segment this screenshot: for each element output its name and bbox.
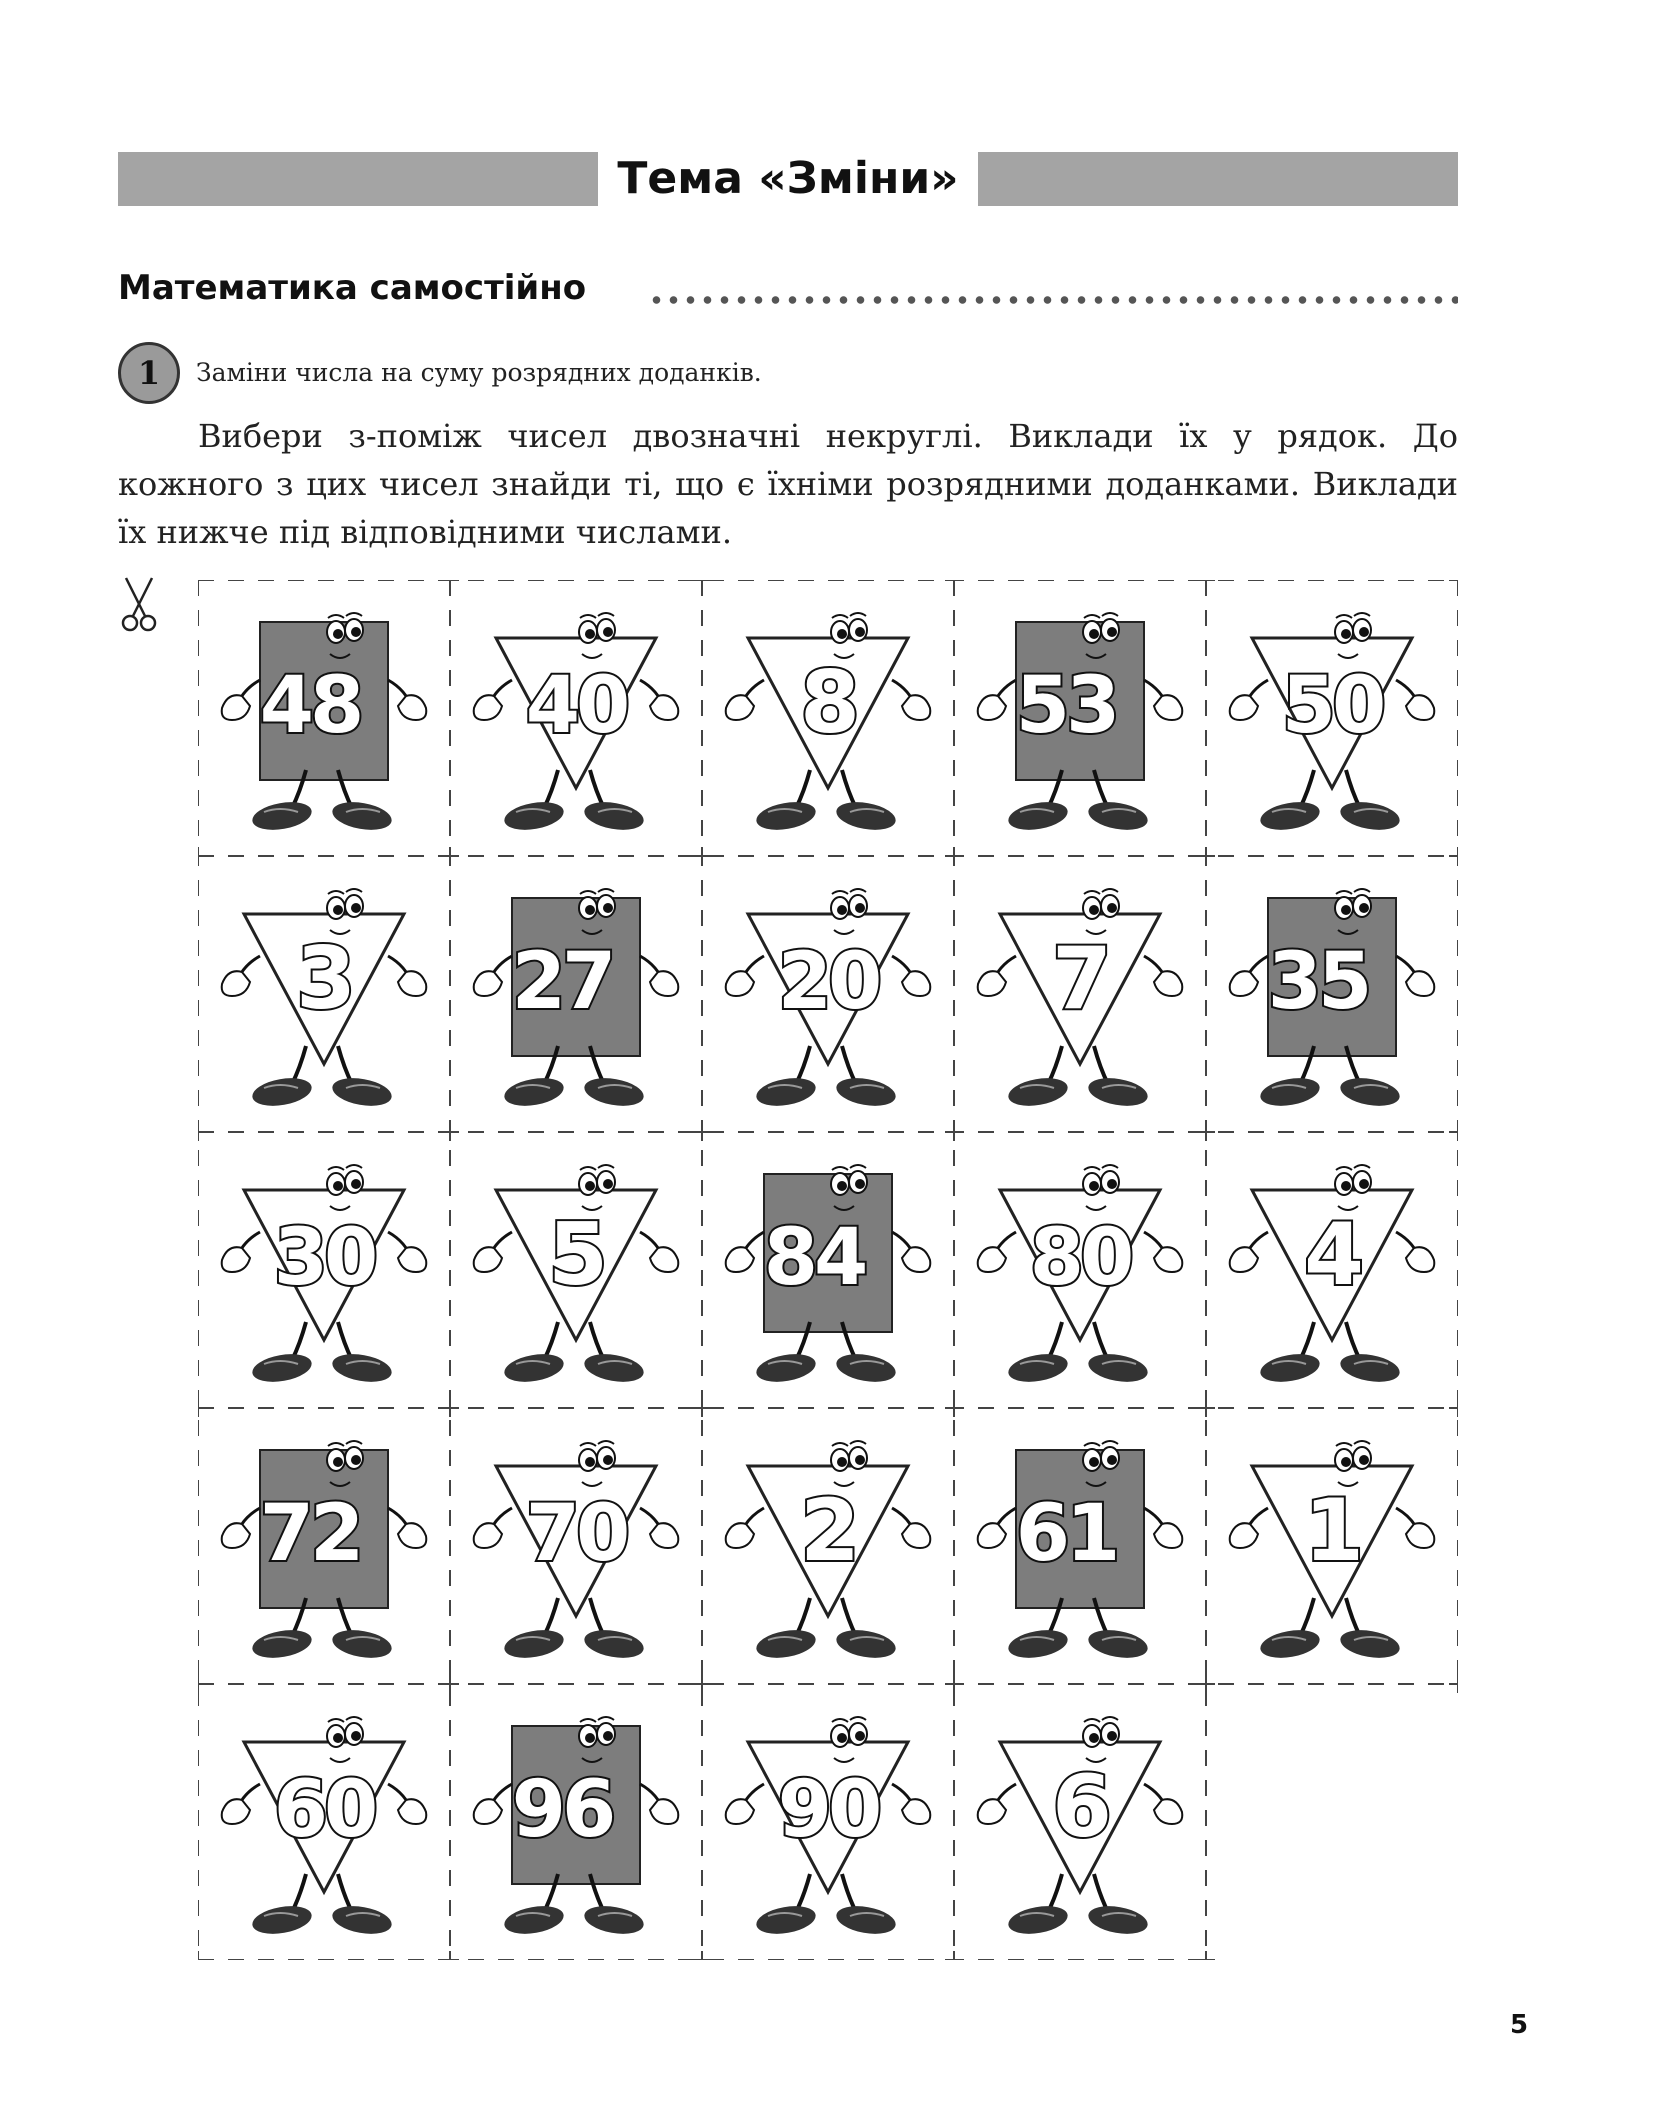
- number-character: [198, 580, 450, 856]
- card-number: 61: [1015, 1489, 1117, 1579]
- card-number: 53: [1015, 661, 1117, 751]
- number-character: [450, 1132, 702, 1408]
- number-character: [450, 1408, 702, 1684]
- card-number: 84: [763, 1213, 865, 1303]
- number-card-27: [450, 856, 702, 1132]
- number-character: [702, 1408, 954, 1684]
- card-number: 35: [1267, 937, 1369, 1027]
- scissors-icon: [118, 576, 160, 632]
- number-card-72: [198, 1408, 450, 1684]
- task-text: [118, 412, 1458, 556]
- number-card-2: [702, 1408, 954, 1684]
- number-card-6: [954, 1684, 1206, 1960]
- card-number: 96: [511, 1765, 613, 1855]
- number-character: [450, 580, 702, 856]
- number-character: [198, 1132, 450, 1408]
- number-card-35: [1206, 856, 1458, 1132]
- number-character: [198, 1684, 450, 1960]
- number-character: [702, 580, 954, 856]
- number-character: [1206, 580, 1458, 856]
- number-character: [702, 1684, 954, 1960]
- number-character: [198, 1408, 450, 1684]
- number-card-7: [954, 856, 1206, 1132]
- number-card-70: [450, 1408, 702, 1684]
- page-number: 5: [1510, 2010, 1529, 2040]
- page-title: Тема «Зміни»: [617, 153, 959, 204]
- card-number: 1: [1304, 1481, 1360, 1581]
- card-number: 27: [511, 937, 613, 1027]
- banner-bar-left: [118, 152, 598, 206]
- number-character: [954, 856, 1206, 1132]
- number-card-61: [954, 1408, 1206, 1684]
- section-title: Математика самостійно: [118, 268, 587, 308]
- section-header: [118, 268, 1458, 318]
- number-card-60: [198, 1684, 450, 1960]
- number-card-30: [198, 1132, 450, 1408]
- number-character: [1206, 1408, 1458, 1684]
- card-number: 70: [525, 1489, 627, 1579]
- card-number: 6: [1052, 1757, 1108, 1857]
- card-number: 4: [1304, 1205, 1360, 1305]
- number-character: [450, 856, 702, 1132]
- banner-bar-right: [978, 152, 1458, 206]
- card-number: 90: [777, 1765, 879, 1855]
- number-card-53: [954, 580, 1206, 856]
- number-character: [954, 1684, 1206, 1960]
- number-card-48: [198, 580, 450, 856]
- task-text-body: Вибери з-поміж чисел двозначні некруглі. Виклади їх у рядок. До кожного з цих чисел знайди ті, що є їхніми розрядними доданками. Виклади їх нижче під відповідними числами.: [118, 417, 1458, 551]
- card-number: 30: [273, 1213, 375, 1303]
- task-number-badge: 1: [118, 342, 180, 404]
- number-character: [198, 856, 450, 1132]
- dotted-leader: [648, 296, 1458, 304]
- card-number: 7: [1052, 929, 1108, 1029]
- number-character: [1206, 856, 1458, 1132]
- card-number: 8: [800, 653, 856, 753]
- number-card-84: [702, 1132, 954, 1408]
- number-card-3: [198, 856, 450, 1132]
- number-card-1: [1206, 1408, 1458, 1684]
- card-number: 80: [1029, 1213, 1131, 1303]
- number-card-5: [450, 1132, 702, 1408]
- card-number: 3: [296, 929, 352, 1029]
- number-character: [954, 580, 1206, 856]
- card-number: 20: [777, 937, 879, 1027]
- number-character: [702, 856, 954, 1132]
- number-card-96: [450, 1684, 702, 1960]
- number-card-20: [702, 856, 954, 1132]
- card-number: 72: [259, 1489, 361, 1579]
- cards-grid: [198, 580, 1458, 1960]
- card-number: 40: [525, 661, 627, 751]
- card-number: 2: [800, 1481, 856, 1581]
- number-card-8: [702, 580, 954, 856]
- number-character: [1206, 1132, 1458, 1408]
- title-banner: [118, 150, 1458, 208]
- number-character: [702, 1132, 954, 1408]
- task-instruction: Заміни числа на суму розрядних доданків.: [196, 358, 762, 387]
- number-card-40: [450, 580, 702, 856]
- card-number: 5: [548, 1205, 604, 1305]
- card-number: 60: [273, 1765, 375, 1855]
- number-character: [954, 1408, 1206, 1684]
- number-card-80: [954, 1132, 1206, 1408]
- number-card-50: [1206, 580, 1458, 856]
- number-character: [450, 1684, 702, 1960]
- card-number: 50: [1281, 661, 1383, 751]
- number-card-90: [702, 1684, 954, 1960]
- number-character: [954, 1132, 1206, 1408]
- number-card-4: [1206, 1132, 1458, 1408]
- card-number: 48: [259, 661, 361, 751]
